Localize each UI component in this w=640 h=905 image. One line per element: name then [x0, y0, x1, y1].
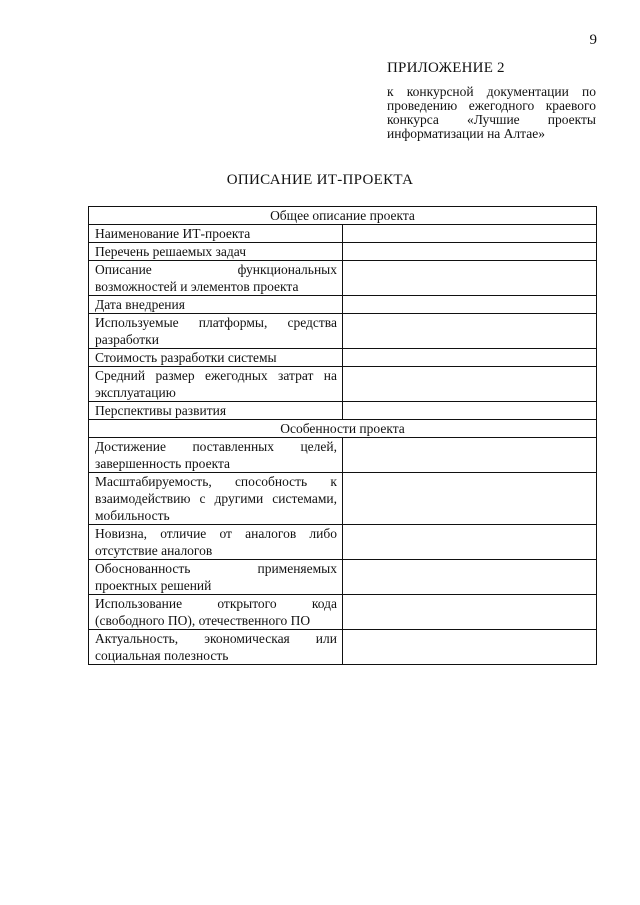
row-value-cell[interactable] — [343, 630, 597, 665]
table-row — [89, 225, 597, 243]
table-row — [89, 314, 597, 349]
section-heading: Общее описание проекта — [89, 207, 597, 225]
table-row — [89, 630, 597, 665]
row-label: Описание функциональных возможностей и элементов проекта — [89, 261, 343, 296]
row-label: Новизна, отличие от аналогов либо отсутствие аналогов — [89, 525, 343, 560]
row-value-cell[interactable] — [343, 595, 597, 630]
table-row — [89, 438, 597, 473]
row-value-cell[interactable] — [343, 261, 597, 296]
row-value-cell[interactable] — [343, 402, 597, 420]
row-label: Средний размер ежегодных затрат на эксплуатацию — [89, 367, 343, 402]
row-value-cell[interactable] — [343, 225, 597, 243]
section-heading-row — [89, 420, 597, 438]
table-row — [89, 367, 597, 402]
table-row — [89, 349, 597, 367]
row-value-cell[interactable] — [343, 296, 597, 314]
row-label: Использование открытого кода (свободного ПО), отечественного ПО — [89, 595, 343, 630]
section-heading: Особенности проекта — [89, 420, 597, 438]
row-label: Стоимость разработки системы — [89, 349, 343, 367]
section-heading-row — [89, 207, 597, 225]
row-label: Масштабируемость, способность к взаимодействию с другими системами, мобильность — [89, 473, 343, 525]
row-label: Актуальность, экономическая или социальная полезность — [89, 630, 343, 665]
row-label: Перспективы развития — [89, 402, 343, 420]
project-description-table — [88, 206, 597, 665]
row-value-cell[interactable] — [343, 367, 597, 402]
page-number: 9 — [589, 32, 597, 48]
row-value-cell[interactable] — [343, 438, 597, 473]
row-label: Перечень решаемых задач — [89, 243, 343, 261]
row-value-cell[interactable] — [343, 243, 597, 261]
row-label: Обоснованность применяемых проектных решений — [89, 560, 343, 595]
appendix-title: ПРИЛОЖЕНИЕ 2 — [387, 60, 505, 76]
row-label: Наименование ИТ-проекта — [89, 225, 343, 243]
row-value-cell[interactable] — [343, 473, 597, 525]
table-row — [89, 525, 597, 560]
row-value-cell[interactable] — [343, 314, 597, 349]
table-row — [89, 402, 597, 420]
table-row — [89, 560, 597, 595]
row-value-cell[interactable] — [343, 525, 597, 560]
document-title: ОПИСАНИЕ ИТ-ПРОЕКТА — [226, 172, 414, 188]
table-row — [89, 261, 597, 296]
table-row — [89, 595, 597, 630]
row-value-cell[interactable] — [343, 349, 597, 367]
row-value-cell[interactable] — [343, 560, 597, 595]
row-label: Дата внедрения — [89, 296, 343, 314]
table-row — [89, 296, 597, 314]
row-label: Используемые платформы, средства разработки — [89, 314, 343, 349]
table-row — [89, 473, 597, 525]
table-row — [89, 243, 597, 261]
row-label: Достижение поставленных целей, завершенность проекта — [89, 438, 343, 473]
appendix-note: к конкурсной документации по проведению ежегодного краевого конкурса «Лучшие проекты информатизации на Алтае» — [387, 84, 596, 141]
